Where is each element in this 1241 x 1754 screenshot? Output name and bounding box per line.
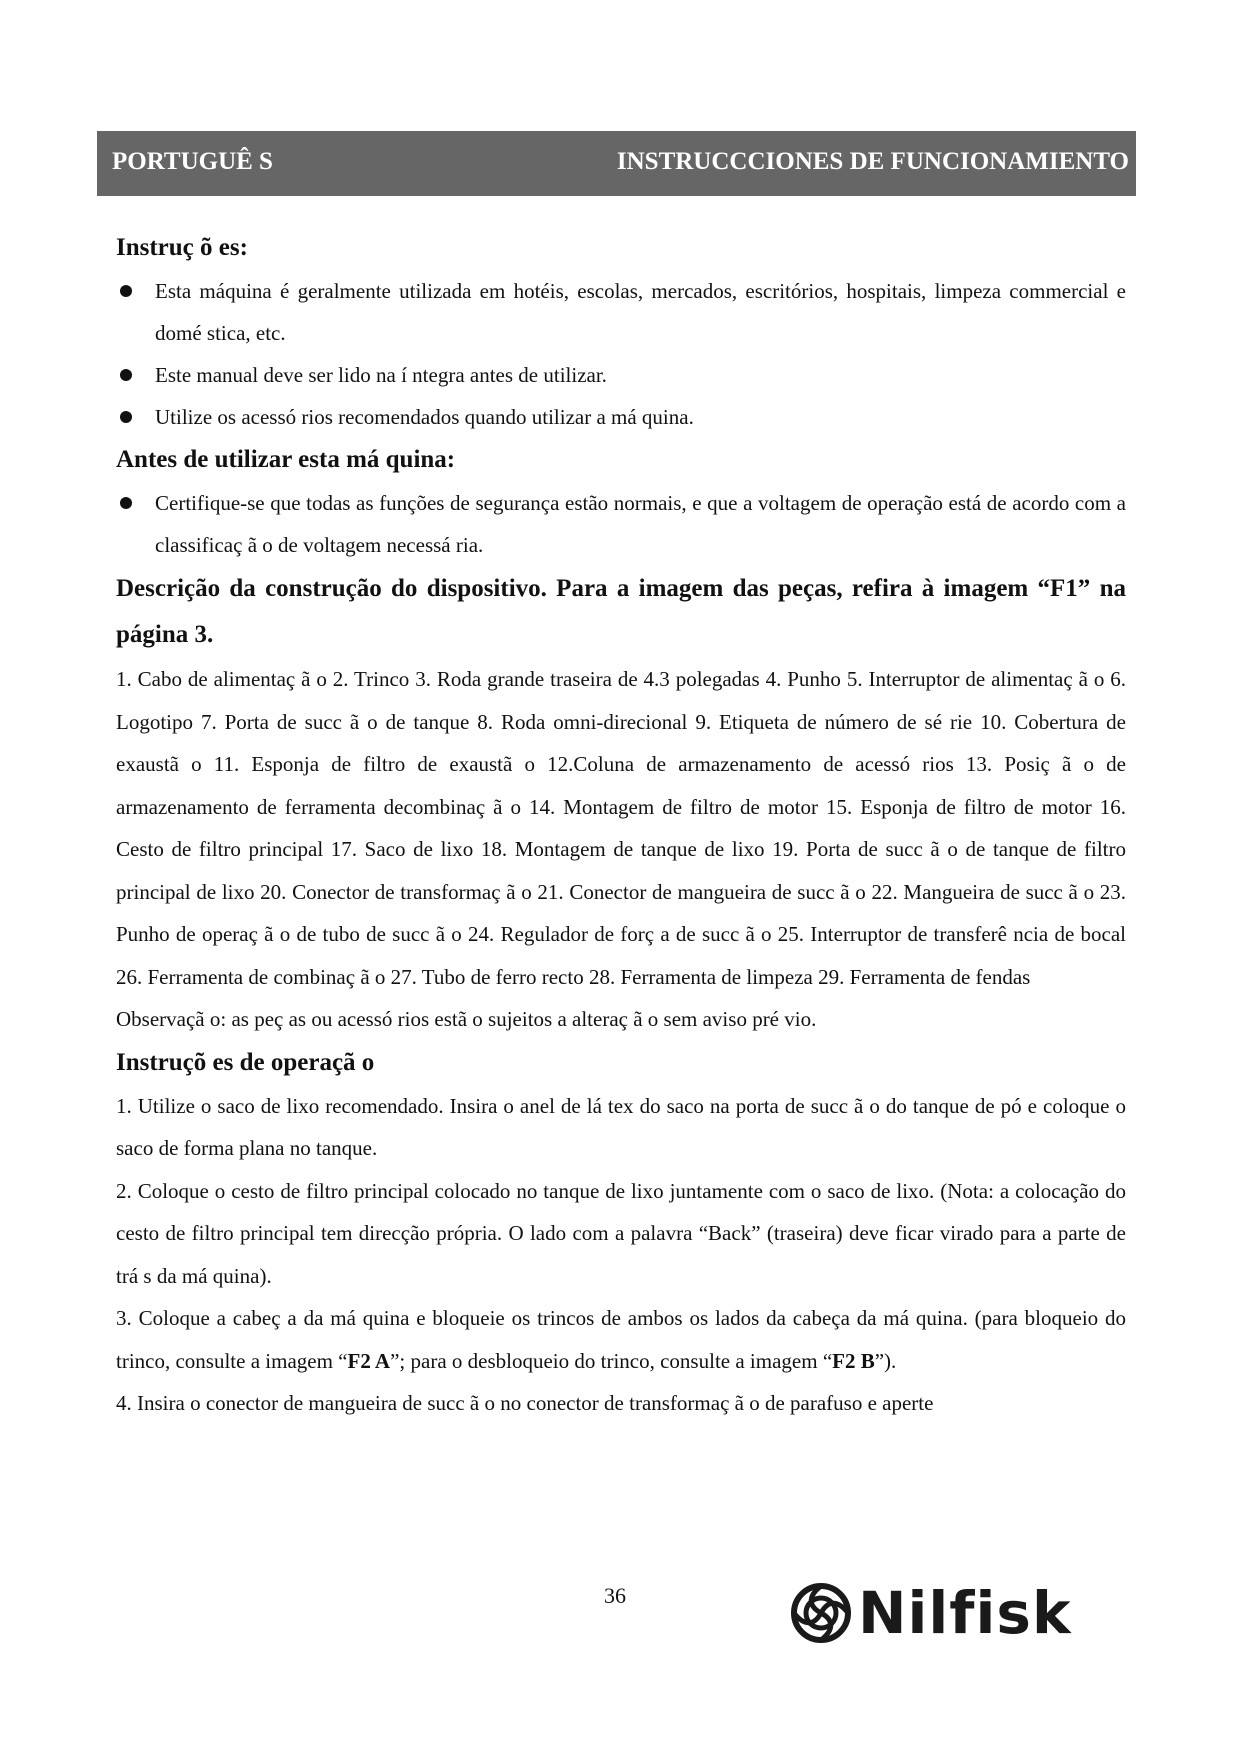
bullet-icon bbox=[120, 497, 132, 509]
section-operation-title: Instruçõ es de operaçã o bbox=[116, 1048, 375, 1076]
page-number: 36 bbox=[604, 1583, 626, 1608]
list-item: Este manual deve ser lido na í ntegra antes de utilizar. bbox=[116, 354, 1126, 396]
section-instructions-title: Instruç õ es: bbox=[116, 234, 248, 261]
language-label: PORTUGUÊ S bbox=[112, 148, 273, 175]
bullet-icon bbox=[120, 411, 132, 423]
bullet-icon bbox=[120, 369, 132, 381]
parts-list: 1. Cabo de alimentaç ã o 2. Trinco 3. Roda grande traseira de 4.3 polegadas 4. Punho 5. Interruptor de alimentaç ã o 6. Logotipo 7. Porta de succ ã o de tanque 8. Roda omni-direcional 9. Etiqueta de número de sé rie 10. Cobertura de exaustã o 11. Esponja de filtro de exaustã o 12.Coluna de armazenamento de acessó rios 13. Posiç ã o de armazenamento de ferramenta decombinaç ã o 14. Montagem de filtro de motor 15. Esponja de filtro de motor 16. Cesto de filtro principal 17. Saco de lixo 18. Montagem de tanque de lixo 19. Porta de succ ã o de tanque de filtro principal de lixo 20. Conector de transformaç ã o 21. Conector de mangueira de succ ã o 22. Mangueira de succ ã o 23. Punho de operaç ã o de tubo de succ ã o 24. Regulador de forç a de succ ã o 25. Interruptor de transferê ncia de bocal 26. Ferramenta de combinaç ã o 27. Tubo de ferro recto 28. Ferramenta de limpeza 29. Ferramenta de fendas bbox=[116, 667, 1126, 989]
list-item: Certifique-se que todas as funções de segurança estão normais, e que a voltagem de operação está de acordo com a classificaç ã o de voltagem necessá ria. bbox=[116, 482, 1126, 566]
brand-mark-icon bbox=[790, 1582, 852, 1644]
section-description-title: Descrição da construção do dispositivo. Para a imagem das peças, refira à imagem “F1” na página 3. bbox=[116, 575, 1126, 648]
operation-step-3: 3. Coloque a cabeç a da má quina e bloqueie os trincos de ambos os lados da cabeça da má quina. (para bloqueio do trinco, consulte a imagem “F2 A”; para o desbloqueio do trinco, consulte a imagem “F2 B”). bbox=[116, 1306, 1126, 1373]
operation-step-2: 2. Coloque o cesto de filtro principal colocado no tanque de lixo juntamente com o saco de lixo. (Nota: a colocação do cesto de filtro principal tem direcção própria. O lado com a palavra “Back” (traseira) deve ficar virado para a parte de trá s da má quina). bbox=[116, 1178, 1126, 1288]
before-use-list bbox=[116, 482, 1126, 566]
list-item: Utilize os acessó rios recomendados quando utilizar a má quina. bbox=[116, 396, 1126, 438]
bullet-icon bbox=[120, 285, 132, 297]
instructions-list bbox=[116, 270, 1126, 438]
parts-note: Observaçã o: as peç as ou acessó rios estã o sujeitos a alteraç ã o sem aviso pré vio. bbox=[116, 1007, 817, 1031]
brand-name: Nilfisk bbox=[858, 1579, 1072, 1647]
operation-step-1: 1. Utilize o saco de lixo recomendado. Insira o anel de lá tex do saco na porta de succ ã o do tanque de pó e coloque o saco de forma plana no tanque. bbox=[116, 1093, 1126, 1160]
figure-ref-f2b: F2 B bbox=[832, 1348, 875, 1373]
header-title: INSTRUCCCIONES DE FUNCIONAMIENTO bbox=[616, 148, 1129, 175]
figure-ref-f2a: F2 A bbox=[347, 1348, 391, 1373]
list-item: Esta máquina é geralmente utilizada em hotéis, escolas, mercados, escritórios, hospitais, limpeza commercial e domé stica, etc. bbox=[116, 270, 1126, 354]
brand-logo bbox=[790, 1578, 1110, 1648]
section-before-use-title: Antes de utilizar esta má quina: bbox=[116, 446, 456, 473]
header-bar bbox=[97, 131, 1136, 196]
operation-step-4: 4. Insira o conector de mangueira de succ ã o no conector de transformaç ã o de parafuso e aperte bbox=[116, 1391, 934, 1415]
page-content bbox=[116, 226, 1126, 1425]
